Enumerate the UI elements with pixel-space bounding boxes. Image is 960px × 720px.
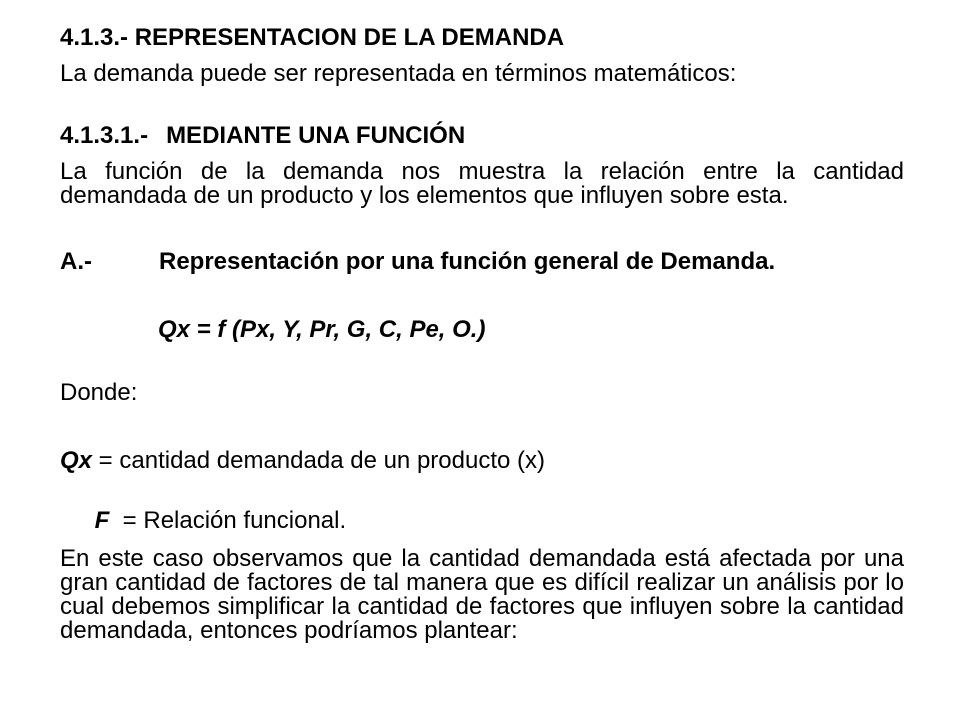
subsection-title: MEDIANTE UNA FUNCIÓN bbox=[166, 122, 466, 149]
subsection-paragraph: La función de la demanda nos muestra la relación entre la cantidad demandada de un producto y los elementos que influyen sobre esta. bbox=[60, 158, 904, 209]
demand-formula: Qx = f (Px, Y, Pr, G, C, Pe, O.) bbox=[158, 316, 486, 343]
definition-qx bbox=[60, 449, 545, 473]
conclusion-paragraph: En este caso observamos que la cantidad demandada está afectada por una gran cantidad de factores de tal manera que es difícil realizar un análisis por lo cual debemos simplificar la cantidad de factores que influyen sobre la cantidad demandada, entonces podríamos plantear: bbox=[60, 545, 904, 644]
item-a-marker: A.- bbox=[60, 248, 92, 275]
definition-symbol: Qx bbox=[60, 447, 93, 474]
section-intro: La demanda puede ser representada en términos matemáticos: bbox=[60, 60, 737, 87]
definition-symbol: F bbox=[94, 507, 110, 534]
definition-text: = cantidad demandada de un producto (x) bbox=[92, 447, 545, 474]
item-a-heading bbox=[60, 250, 775, 274]
subsection-number: 4.1.3.1.- bbox=[60, 122, 149, 149]
subsection-heading bbox=[60, 124, 465, 148]
donde-label: Donde: bbox=[60, 379, 138, 406]
section-heading: 4.1.3.- REPRESENTACION DE LA DEMANDA bbox=[60, 24, 565, 51]
definition-text: = Relación funcional. bbox=[109, 507, 347, 534]
item-a-title: Representación por una función general de Demanda. bbox=[159, 248, 776, 275]
